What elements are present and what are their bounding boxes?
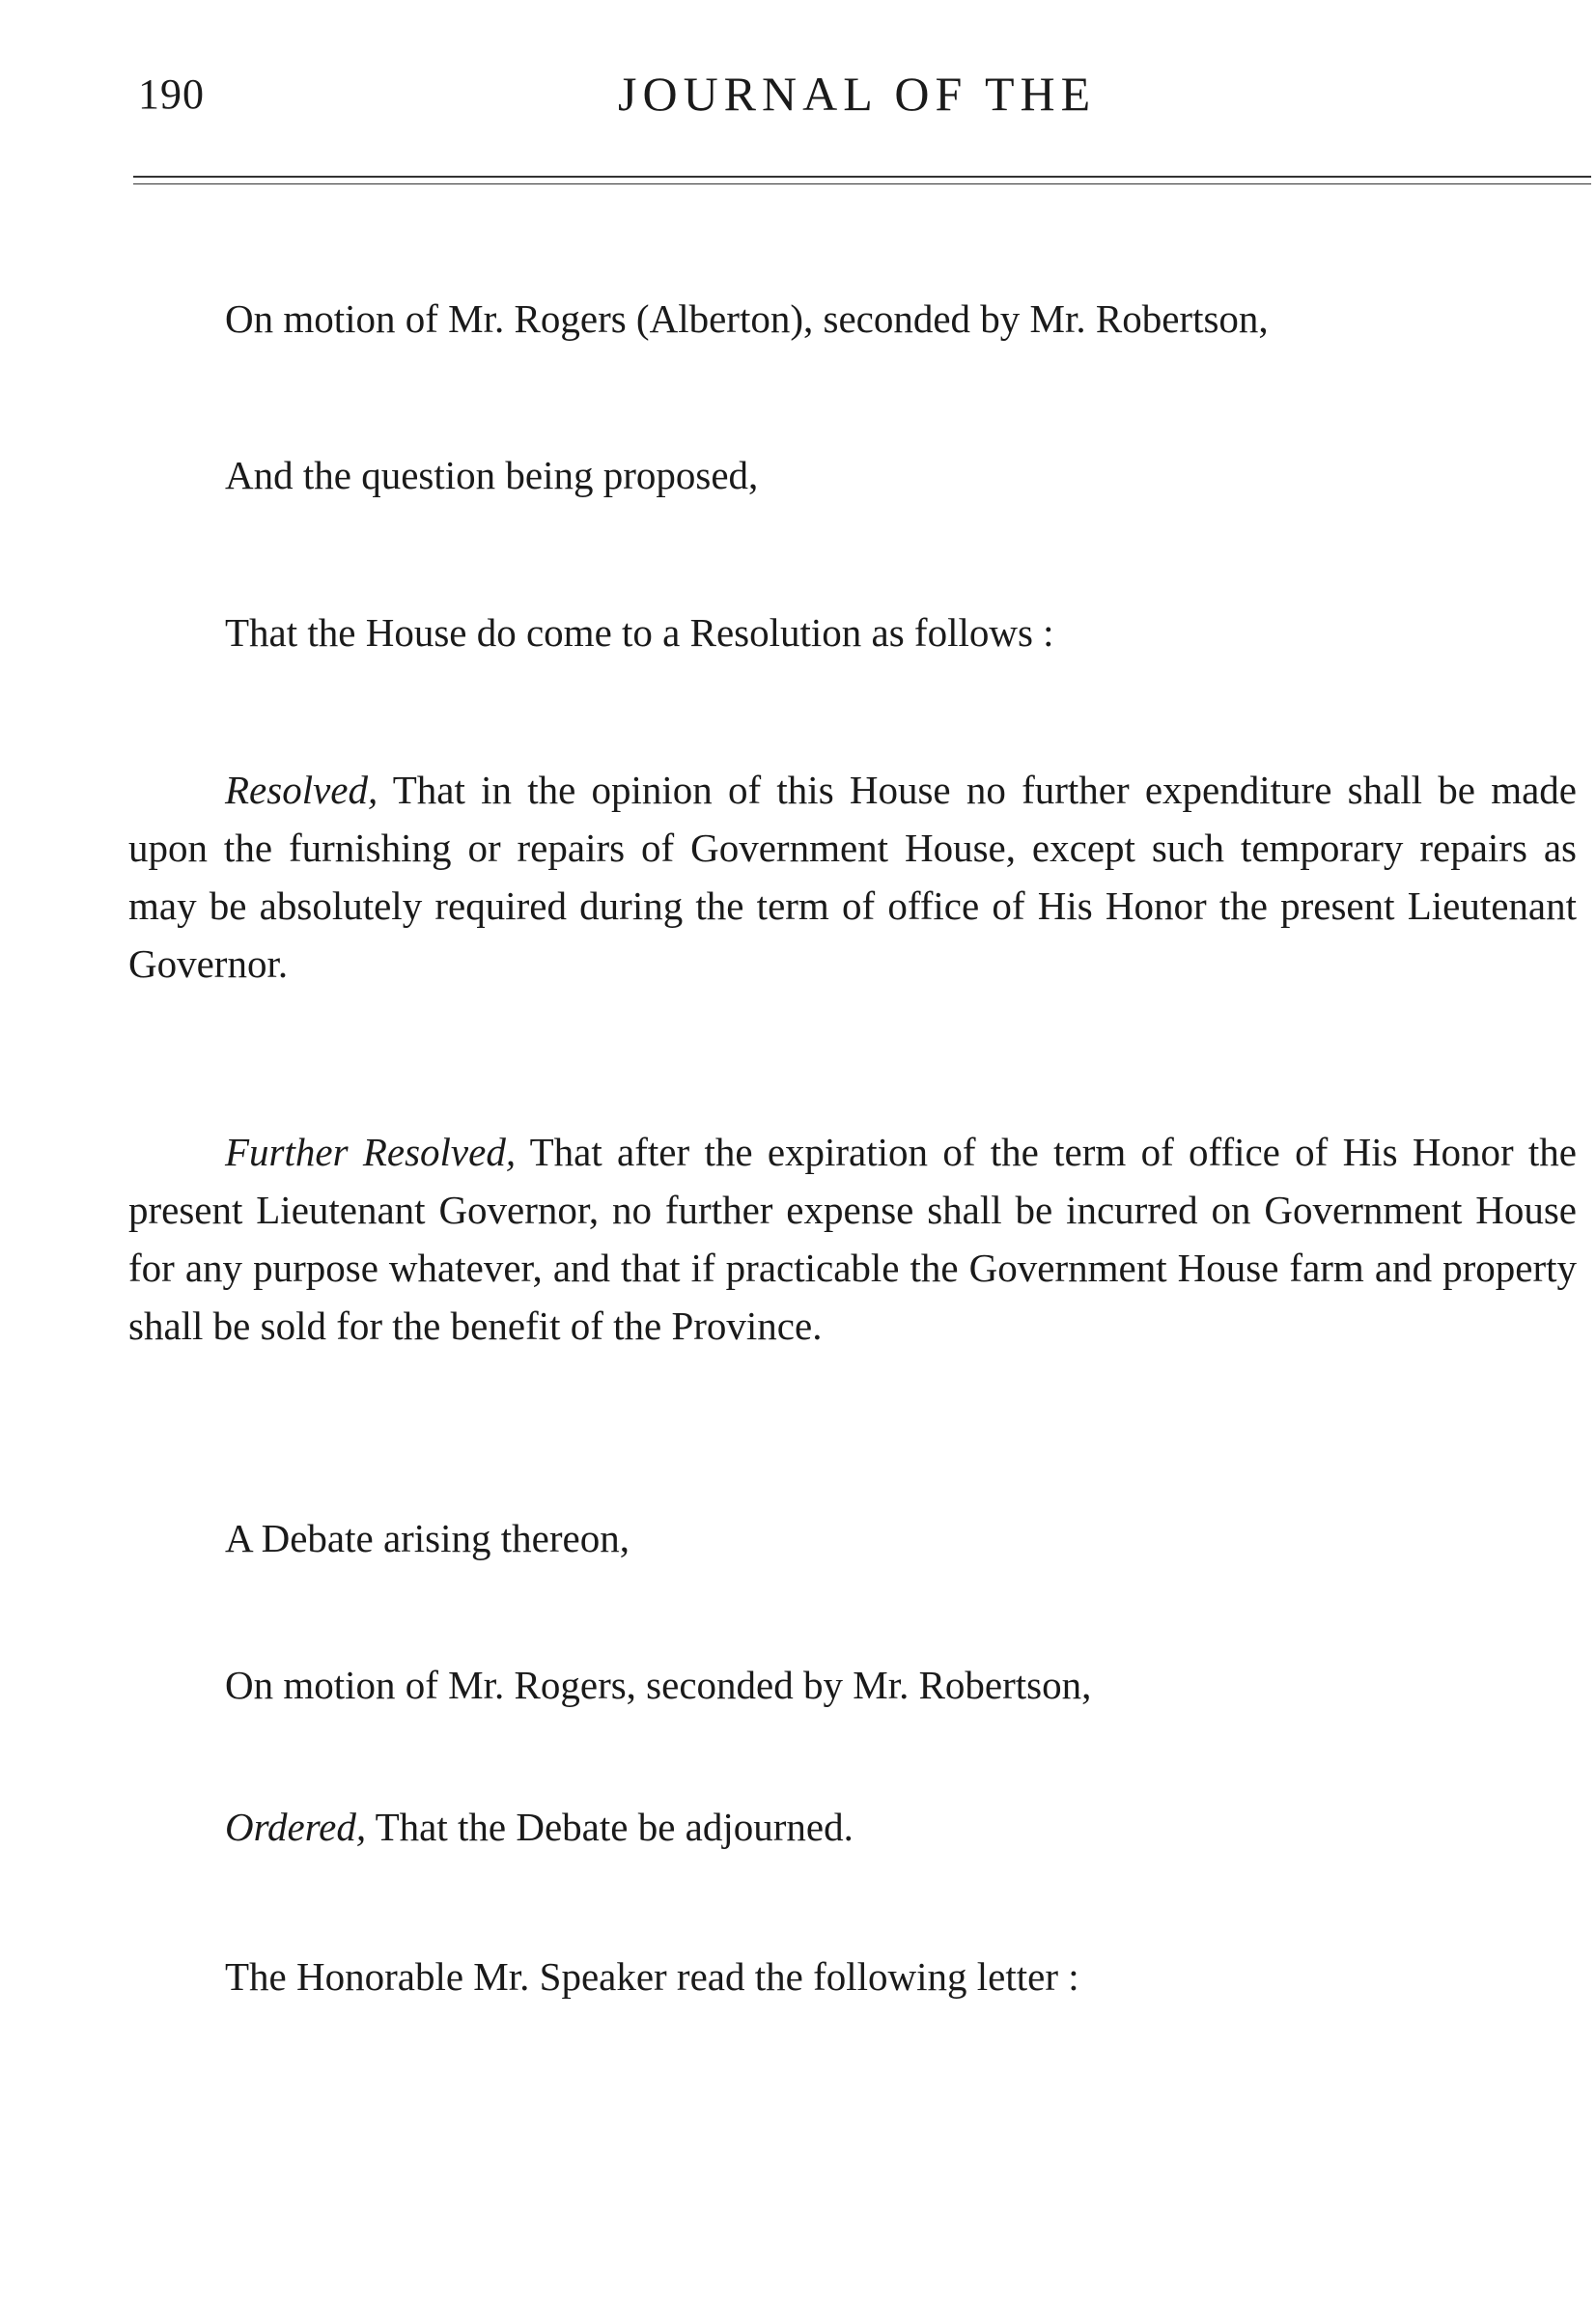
header-rule-secondary [133,183,1591,184]
paragraph-debate: A Debate arising thereon, [225,1516,630,1560]
paragraph-further-resolved [128,1123,1577,1355]
resolved-lead: Resolved, [225,768,378,812]
ordered-text: That the Debate be adjourned. [366,1805,854,1849]
paragraph-motion-1: On motion of Mr. Rogers (Alberton), seconded by Mr. Robertson, [225,296,1269,341]
paragraph-resolved [128,761,1577,993]
ordered-lead: Ordered, [225,1805,367,1849]
further-resolved-text: That after the expiration of the term of office of His Honor the present Lieutenant Governor, no further expense shall be incurred on Government House for any purpose whatever, and that if practicable the Government House farm and property shall be sold for the benefit of the Province. [128,1130,1578,1348]
paragraph-speaker-letter: The Honorable Mr. Speaker read the following letter : [225,1954,1079,1999]
paragraph-resolution-intro: That the House do come to a Resolution as follows : [225,610,1054,655]
header-rule [133,176,1591,178]
page-number: 190 [138,70,205,118]
resolved-text: That in the opinion of this House no further expenditure shall be made upon the furnishing or repairs of Government House, except such temporary repairs as may be absolutely required during the term of office of His Honor the present Lieutenant Governor. [128,768,1577,986]
further-resolved-lead: Further Resolved, [225,1130,517,1174]
paragraph-ordered [225,1798,854,1856]
page-header [0,0,1596,193]
running-title: JOURNAL OF THE [618,67,1097,121]
paragraph-question: And the question being proposed, [225,453,759,497]
paragraph-motion-2: On motion of Mr. Rogers, seconded by Mr. Robertson, [225,1663,1092,1707]
